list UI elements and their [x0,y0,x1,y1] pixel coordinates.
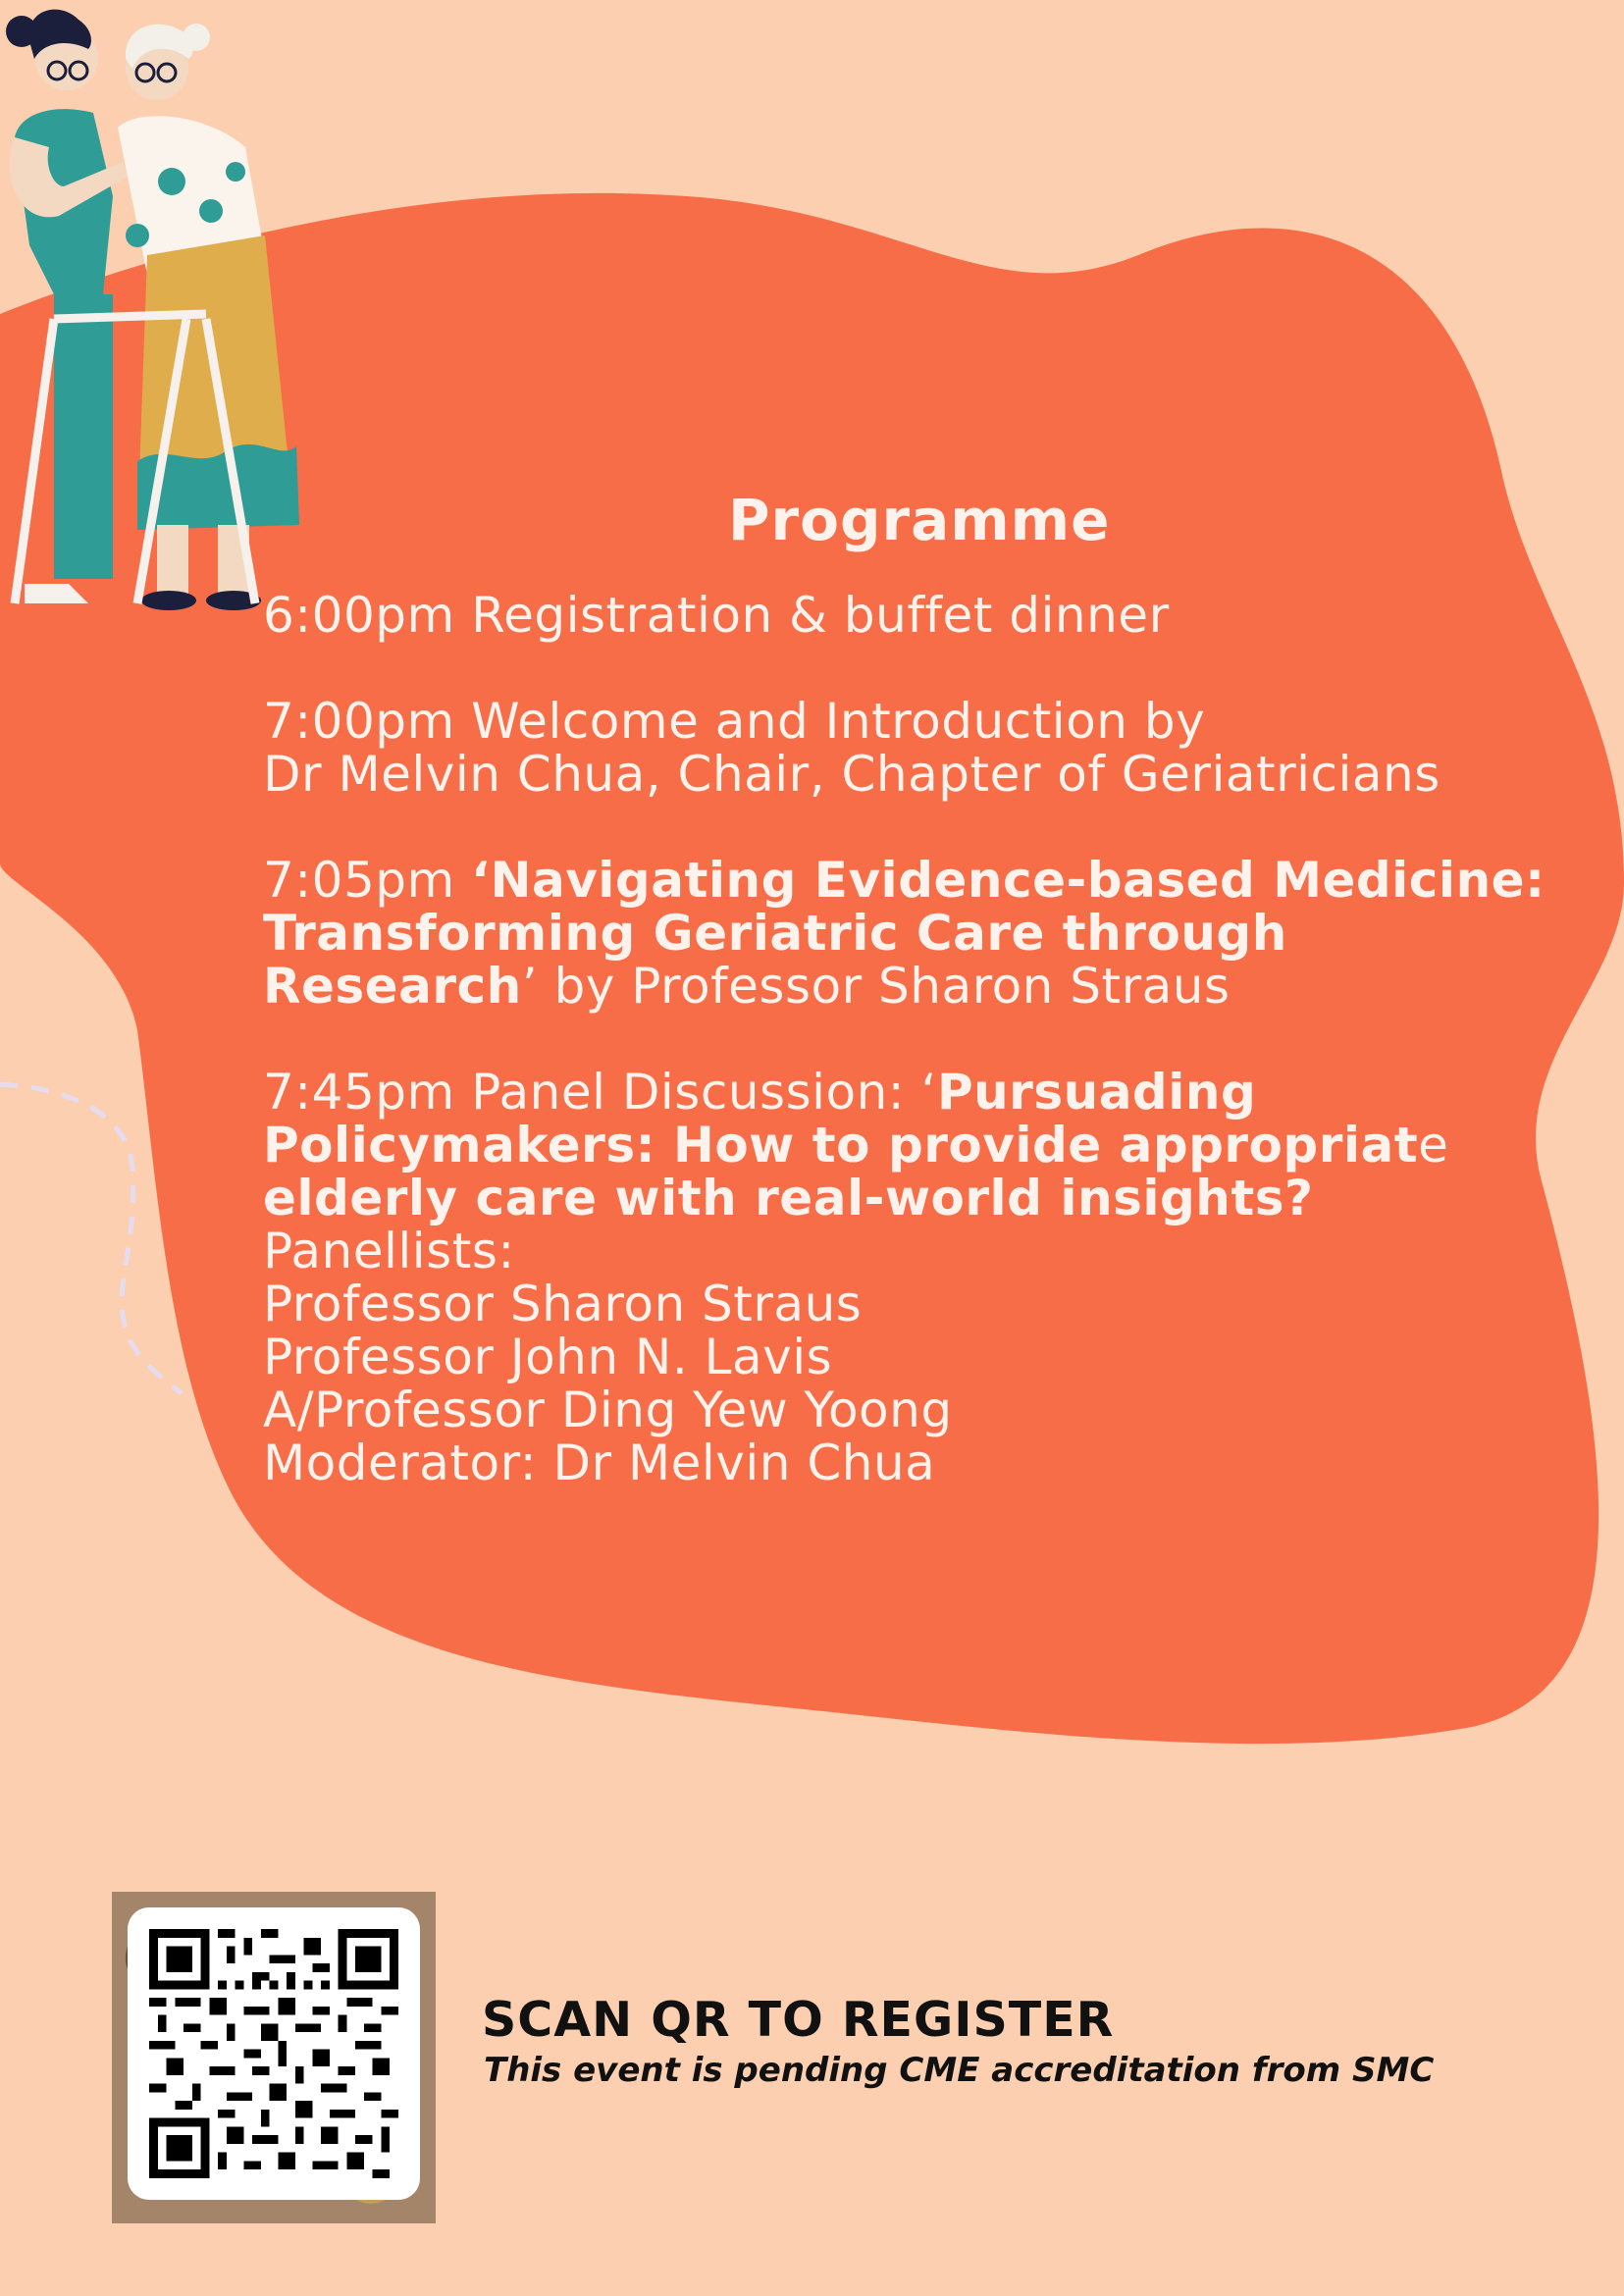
programme-item-panel-line2 [263,1119,1617,1172]
programme-item-welcome-line2: Dr Melvin Chua, Chair, Chapter of Geriatricians [263,746,1441,803]
panellist: Professor John N. Lavis [263,1329,833,1385]
panel-title-part1: Pursuading [936,1064,1257,1121]
panellist: Professor Sharon Straus [263,1276,863,1332]
panellist: A/Professor Ding Yew Yoong [263,1382,953,1438]
moderator: Moderator: Dr Melvin Chua [263,1435,936,1491]
qr-code-icon[interactable] [149,1929,398,2178]
programme-list [263,481,1617,1489]
panel-prefix: 7:45pm Panel Discussion: ‘ [263,1064,937,1121]
lecture-speaker: ’ by Professor Sharon Straus [521,958,1231,1015]
programme-item-panel-line1 [263,1066,1617,1119]
panel-title-part2-end: e [1418,1117,1449,1174]
lecture-title-part3: Research [263,958,522,1015]
qr-code-card[interactable] [128,1907,420,2200]
panellists-label: Panellists: [263,1223,515,1279]
lecture-title-part1: ‘Navigating Evidence-based Medicine: [471,852,1545,909]
lecture-time: 7:05pm [263,852,472,909]
programme-title: Programme [728,487,1111,553]
scan-qr-heading: SCAN QR TO REGISTER [482,1992,1115,2048]
panel-title-part3: elderly care with real-world insights? [263,1170,1314,1226]
programme-item-lecture-line3 [263,960,1617,1013]
panel-title-part2: Policymakers: How to provide appropriat [263,1117,1419,1174]
programme-item-lecture-line1 [263,854,1617,907]
qr-code-frame [112,1892,436,2223]
programme-item-registration: 6:00pm Registration & buffet dinner [263,587,1170,644]
cme-accreditation-note: This event is pending CME accreditation from SMC [484,2051,1435,2090]
lecture-title-part2: Transforming Geriatric Care through [263,905,1287,962]
programme-item-welcome-line1: 7:00pm Welcome and Introduction by [263,693,1206,750]
